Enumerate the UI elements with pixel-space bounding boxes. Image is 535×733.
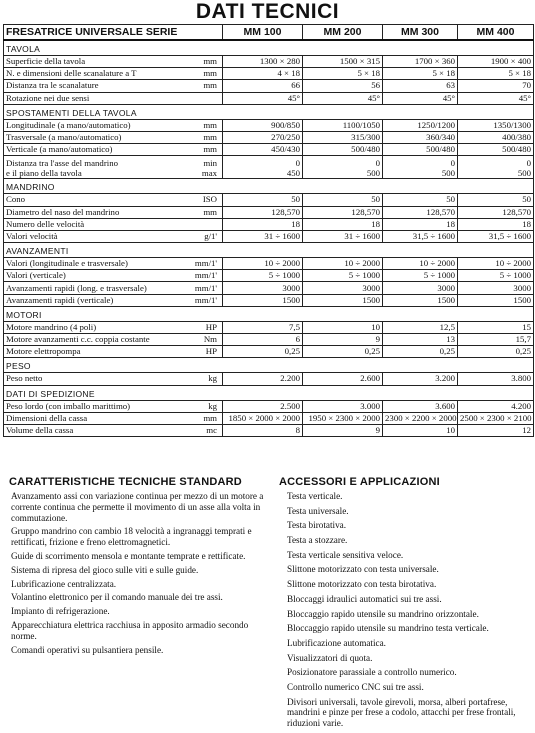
value-cell: 1300 × 280: [223, 56, 303, 68]
value-cell: 18: [458, 218, 534, 230]
row-unit: mm: [178, 68, 223, 80]
value-cell: 15: [458, 321, 534, 333]
row-label-line: e il piano della tavola: [6, 168, 82, 179]
section-header-row: [4, 104, 534, 119]
value-line-min: 0: [450, 158, 456, 169]
table-row: [4, 92, 534, 104]
value-cell: [223, 156, 303, 179]
value-cell: 0,25: [223, 346, 303, 358]
value-cell: 9: [303, 424, 383, 436]
value-cell: 31 ÷ 1600: [223, 230, 303, 242]
value-cell: 5 × 18: [383, 68, 458, 80]
value-cell: 500/480: [458, 144, 534, 156]
value-cell: 1700 × 360: [383, 56, 458, 68]
row-unit: mc: [178, 424, 223, 436]
value-cell: 45°: [458, 92, 534, 104]
value-cell: 1350/1300: [458, 119, 534, 131]
value-cell: 1500: [303, 294, 383, 306]
value-cell: 45°: [303, 92, 383, 104]
value-cell: 3.000: [303, 400, 383, 412]
row-label: Volume della cassa: [4, 424, 178, 436]
row-unit: kg: [178, 373, 223, 385]
value-cell: 2.500: [223, 400, 303, 412]
row-unit: Nm: [178, 334, 223, 346]
value-cell: 70: [458, 80, 534, 92]
row-unit: mm/1': [178, 282, 223, 294]
table-row: [4, 144, 534, 156]
table-row: [4, 424, 534, 436]
spec-table: [3, 24, 534, 437]
table-row: [4, 194, 534, 206]
spec-table-body: [4, 25, 534, 437]
section-spacer: [303, 306, 383, 321]
section-title: DATI DI SPEDIZIONE: [4, 385, 223, 400]
value-cell: 1500: [223, 294, 303, 306]
table-row: [4, 400, 534, 412]
row-label: Valori (verticale): [4, 270, 178, 282]
section-spacer: [303, 179, 383, 194]
accessory-item: Slittone motorizzato con testa universale.: [287, 564, 439, 575]
table-row: [4, 119, 534, 131]
accessory-item: Bloccaggio rapido utensile su mandrino testa verticale.: [287, 623, 489, 634]
value-cell: 1500: [383, 294, 458, 306]
section-spacer: [383, 104, 458, 119]
section-spacer: [223, 306, 303, 321]
section-spacer: [303, 358, 383, 373]
row-unit-line: min: [203, 158, 218, 169]
accessory-item: Testa birotativa.: [287, 520, 347, 531]
section-header-row: [4, 358, 534, 373]
value-cell: 0,25: [458, 346, 534, 358]
accessory-item: Lubrificazione automatica.: [287, 637, 386, 648]
table-row: [4, 80, 534, 92]
row-label: Avanzamenti rapidi (long. e trasversale): [4, 282, 178, 294]
value-cell: 31 ÷ 1600: [303, 230, 383, 242]
section-spacer: [458, 40, 534, 56]
feature-item: Volantino elettronico per il comando manuale dei tre assi.: [11, 592, 223, 603]
value-cell: 5 × 18: [303, 68, 383, 80]
feature-item: Gruppo mandrino con cambio 18 velocità a ingranaggi temprati e rettificati, frizione e freno elettromagnetici.: [11, 526, 252, 548]
value-line-max: 450: [286, 168, 301, 179]
value-cell: 128,570: [223, 206, 303, 218]
value-cell: 10 ÷ 2000: [223, 258, 303, 270]
value-cell: 1100/1050: [303, 119, 383, 131]
row-unit: mm/1': [178, 258, 223, 270]
value-cell: 15,7: [458, 334, 534, 346]
section-spacer: [458, 358, 534, 373]
value-cell: 450/430: [223, 144, 303, 156]
value-cell: 7,5: [223, 321, 303, 333]
row-unit: kg: [178, 400, 223, 412]
section-title: PESO: [4, 358, 223, 373]
section-title: TAVOLA: [4, 40, 223, 56]
value-cell: 10 ÷ 2000: [303, 258, 383, 270]
section-spacer: [383, 179, 458, 194]
row-unit: [178, 156, 223, 179]
section-spacer: [303, 243, 383, 258]
row-unit: mm/1': [178, 270, 223, 282]
value-cell: 1500 × 315: [303, 56, 383, 68]
table-row: [4, 206, 534, 218]
value-cell: 1500: [458, 294, 534, 306]
value-cell: 50: [458, 194, 534, 206]
value-cell: [383, 156, 458, 179]
row-label: Numero delle velocità: [4, 218, 178, 230]
value-cell: 128,570: [383, 206, 458, 218]
row-label: Longitudinale (a mano/automatico): [4, 119, 178, 131]
row-label: Trasversale (a mano/automatico): [4, 131, 178, 143]
row-label: Peso netto: [4, 373, 178, 385]
row-label: Verticale (a mano/automatico): [4, 144, 178, 156]
value-line-min: 0: [375, 158, 381, 169]
value-cell: 2300 × 2200 × 2000: [383, 412, 458, 424]
accessories-title: ACCESSORI E APPLICAZIONI: [279, 476, 440, 488]
value-cell: 0,25: [383, 346, 458, 358]
row-unit: mm: [178, 144, 223, 156]
standard-features-list: [9, 491, 269, 655]
value-cell: 5 ÷ 1000: [223, 270, 303, 282]
accessory-item: Controllo numerico CNC sui tre assi.: [287, 681, 424, 692]
value-cell: 5 ÷ 1000: [383, 270, 458, 282]
row-label: [4, 156, 178, 179]
section-spacer: [383, 358, 458, 373]
row-unit: [178, 218, 223, 230]
value-cell: 500/480: [303, 144, 383, 156]
value-line-min: 0: [526, 158, 532, 169]
row-unit: [178, 92, 223, 104]
value-cell: 9: [303, 334, 383, 346]
value-line-max: 500: [441, 168, 456, 179]
section-spacer: [458, 179, 534, 194]
value-cell: 63: [383, 80, 458, 92]
value-cell: 13: [383, 334, 458, 346]
value-cell: 10: [383, 424, 458, 436]
section-spacer: [223, 385, 303, 400]
table-row: [4, 56, 534, 68]
table-row: [4, 346, 534, 358]
row-unit: mm: [178, 206, 223, 218]
section-spacer: [458, 243, 534, 258]
section-spacer: [383, 243, 458, 258]
section-title: MOTORI: [4, 306, 223, 321]
series-header: FRESATRICE UNIVERSALE SERIE: [4, 25, 223, 41]
feature-item: Comandi operativi su pulsantiera pensile.: [11, 644, 164, 655]
value-cell: 3.200: [383, 373, 458, 385]
row-label: Motore mandrino (4 poli): [4, 321, 178, 333]
row-unit: ISO: [178, 194, 223, 206]
accessory-item: Testa a stozzare.: [287, 535, 348, 546]
model-header: MM 100: [223, 25, 303, 41]
value-cell: 3.600: [383, 400, 458, 412]
feature-item: Apparecchiatura elettrica racchiusa in apposito armadio secondo norme.: [11, 619, 249, 641]
value-cell: 3000: [223, 282, 303, 294]
section-spacer: [458, 104, 534, 119]
value-cell: 3000: [383, 282, 458, 294]
value-cell: 1950 × 2300 × 2000: [303, 412, 383, 424]
section-spacer: [223, 243, 303, 258]
row-unit: mm: [178, 412, 223, 424]
value-cell: 128,570: [303, 206, 383, 218]
value-cell: 12,5: [383, 321, 458, 333]
section-spacer: [223, 358, 303, 373]
row-label: Peso lordo (con imballo marittimo): [4, 400, 178, 412]
section-spacer: [303, 40, 383, 56]
value-line-max: 500: [366, 168, 381, 179]
value-cell: 500/480: [383, 144, 458, 156]
value-cell: 18: [303, 218, 383, 230]
row-unit: mm/1': [178, 294, 223, 306]
value-cell: 5 ÷ 1000: [303, 270, 383, 282]
row-label: Valori (longitudinale e trasversale): [4, 258, 178, 270]
table-row: [4, 282, 534, 294]
row-label: Superficie della tavola: [4, 56, 178, 68]
section-spacer: [223, 179, 303, 194]
section-spacer: [383, 40, 458, 56]
value-cell: 270/250: [223, 131, 303, 143]
accessory-item: Bloccaggio rapido utensile su mandrino orizzontale.: [287, 608, 479, 619]
accessories-list: [279, 491, 531, 729]
accessory-item: Slittone motorizzato con testa birotativa.: [287, 579, 437, 590]
value-cell: 6: [223, 334, 303, 346]
row-label: N. e dimensioni delle scanalature a T: [4, 68, 178, 80]
value-cell: 50: [383, 194, 458, 206]
table-row: [4, 68, 534, 80]
section-header-row: [4, 306, 534, 321]
value-cell: 45°: [223, 92, 303, 104]
value-cell: 5 ÷ 1000: [458, 270, 534, 282]
section-spacer: [303, 385, 383, 400]
section-spacer: [223, 104, 303, 119]
row-label: Motore avanzamenti c.c. coppia costante: [4, 334, 178, 346]
value-cell: 3000: [458, 282, 534, 294]
table-row: [4, 334, 534, 346]
feature-item: Sistema di ripresa del gioco sulle viti e sulle guide.: [11, 564, 199, 575]
value-cell: 0,25: [303, 346, 383, 358]
standard-features: [9, 476, 269, 658]
value-cell: 18: [223, 218, 303, 230]
value-cell: 10 ÷ 2000: [383, 258, 458, 270]
section-spacer: [383, 385, 458, 400]
section-title: AVANZAMENTI: [4, 243, 223, 258]
row-label: Dimensioni della cassa: [4, 412, 178, 424]
row-unit: mm: [178, 56, 223, 68]
value-cell: [458, 156, 534, 179]
feature-item: Impianto di refrigerazione.: [11, 606, 110, 617]
value-line-min: 0: [295, 158, 301, 169]
row-label-line: Distanza tra l'asse del mandrino: [6, 158, 118, 169]
table-row: [4, 412, 534, 424]
value-cell: 12: [458, 424, 534, 436]
row-label: Cono: [4, 194, 178, 206]
section-header-row: [4, 243, 534, 258]
row-label: Motore elettropompa: [4, 346, 178, 358]
value-cell: 2.200: [223, 373, 303, 385]
table-row: [4, 294, 534, 306]
section-header-row: [4, 385, 534, 400]
row-unit: HP: [178, 321, 223, 333]
section-header-row: [4, 179, 534, 194]
row-unit: mm: [178, 119, 223, 131]
section-spacer: [383, 306, 458, 321]
table-row: [4, 218, 534, 230]
value-cell: 18: [383, 218, 458, 230]
value-cell: 10: [303, 321, 383, 333]
accessory-item: Bloccaggi idraulici automatici sui tre assi.: [287, 593, 442, 604]
accessory-item: Testa verticale.: [287, 491, 343, 501]
section-spacer: [303, 104, 383, 119]
table-row: [4, 270, 534, 282]
row-unit: mm: [178, 80, 223, 92]
table-row: [4, 156, 534, 179]
section-spacer: [458, 385, 534, 400]
table-row: [4, 321, 534, 333]
value-cell: 10 ÷ 2000: [458, 258, 534, 270]
feature-item: Guide di scorrimento mensola e montante temprate e rettificate.: [11, 550, 246, 561]
section-title: MANDRINO: [4, 179, 223, 194]
value-cell: 1250/1200: [383, 119, 458, 131]
value-line-max: 500: [517, 168, 532, 179]
value-cell: 31,5 ÷ 1600: [383, 230, 458, 242]
value-cell: 45°: [383, 92, 458, 104]
table-row: [4, 258, 534, 270]
value-cell: 31,5 ÷ 1600: [458, 230, 534, 242]
section-spacer: [458, 306, 534, 321]
row-unit-line: max: [201, 168, 218, 179]
feature-item: Lubrificazione centralizzata.: [11, 578, 117, 589]
accessory-item: Testa universale.: [287, 505, 349, 516]
value-cell: 1850 × 2000 × 2000: [223, 412, 303, 424]
value-cell: 360/340: [383, 131, 458, 143]
value-cell: 2500 × 2300 × 2100: [458, 412, 534, 424]
feature-item: Avanzamento assi con variazione continua per mezzo di un motore a corrente continua che permette il movimento di un asse alla volta in commutazione.: [11, 491, 264, 523]
model-header: MM 400: [458, 25, 534, 41]
table-header-row: [4, 25, 534, 41]
value-cell: 400/380: [458, 131, 534, 143]
table-row: [4, 230, 534, 242]
section-header-row: [4, 40, 534, 56]
standard-features-title: CARATTERISTICHE TECNICHE STANDARD: [9, 476, 242, 488]
value-cell: 4 × 18: [223, 68, 303, 80]
model-header: MM 300: [383, 25, 458, 41]
table-row: [4, 131, 534, 143]
row-unit: mm: [178, 131, 223, 143]
value-cell: 5 × 18: [458, 68, 534, 80]
section-title: SPOSTAMENTI DELLA TAVOLA: [4, 104, 223, 119]
model-header: MM 200: [303, 25, 383, 41]
value-cell: 1900 × 400: [458, 56, 534, 68]
row-label: Rotazione nei due sensi: [4, 92, 178, 104]
accessory-item: Divisori universali, tavole girevoli, morsa, alberi portafrese, mandrini e pinze per frese a codolo, attacchi per frese frontali, riduzioni varie.: [287, 696, 516, 729]
row-label: Distanza tra le scanalature: [4, 80, 178, 92]
row-label: Diametro del naso del mandrino: [4, 206, 178, 218]
value-cell: 50: [223, 194, 303, 206]
accessory-item: Posizionatore parassiale a controllo numerico.: [287, 667, 457, 678]
row-label: Valori velocità: [4, 230, 178, 242]
value-cell: 56: [303, 80, 383, 92]
row-unit: g/1': [178, 230, 223, 242]
value-cell: 315/300: [303, 131, 383, 143]
value-cell: 2.600: [303, 373, 383, 385]
section-spacer: [223, 40, 303, 56]
value-cell: 128,570: [458, 206, 534, 218]
value-cell: 900/850: [223, 119, 303, 131]
value-cell: 3.800: [458, 373, 534, 385]
value-cell: 66: [223, 80, 303, 92]
value-cell: 8: [223, 424, 303, 436]
value-cell: 50: [303, 194, 383, 206]
value-cell: 3000: [303, 282, 383, 294]
accessories: [279, 476, 531, 733]
row-label: Avanzamenti rapidi (verticale): [4, 294, 178, 306]
row-unit: HP: [178, 346, 223, 358]
page-title: DATI TECNICI: [195, 0, 340, 23]
accessory-item: Testa verticale sensitiva veloce.: [287, 549, 404, 560]
table-row: [4, 373, 534, 385]
value-cell: 4.200: [458, 400, 534, 412]
value-cell: [303, 156, 383, 179]
accessory-item: Visualizzatori di quota.: [287, 652, 373, 663]
